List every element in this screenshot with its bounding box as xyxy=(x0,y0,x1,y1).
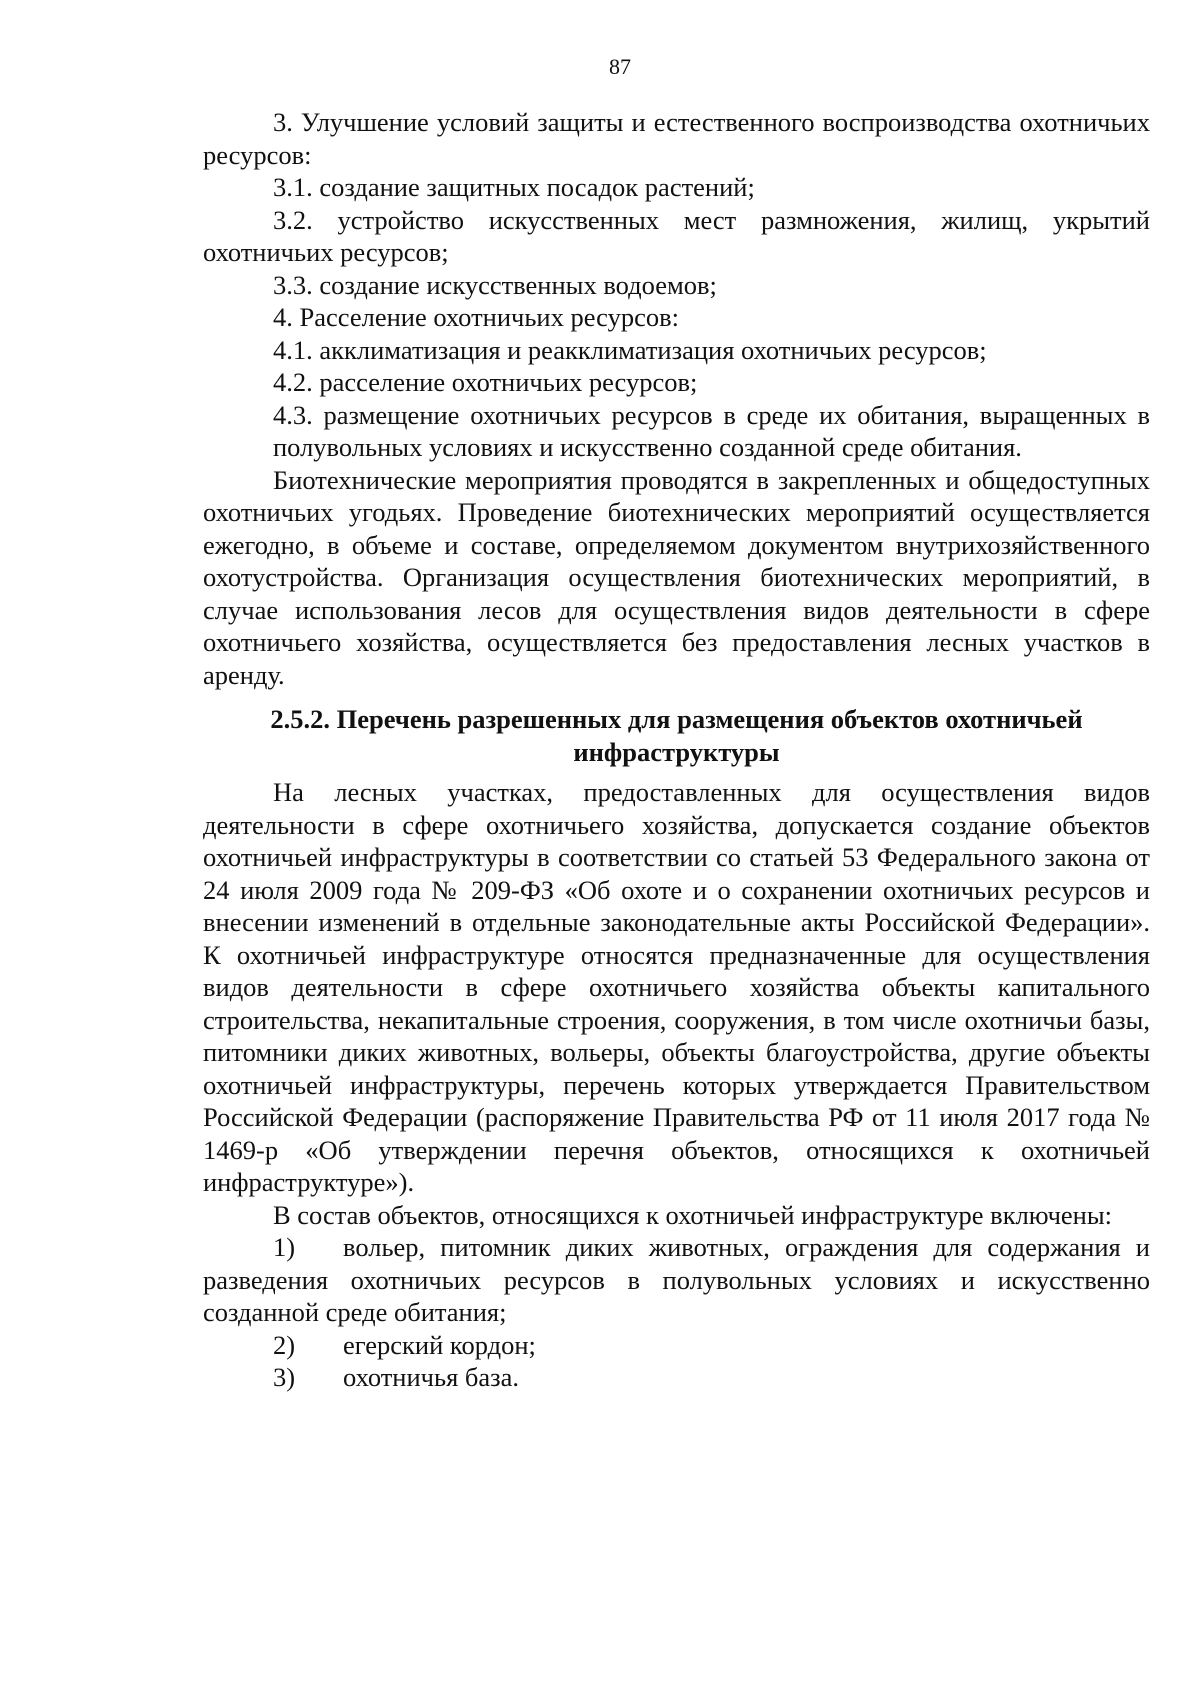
paragraph-item-4: 4. Расселение охотничьих ресурсов: xyxy=(273,302,679,332)
paragraph-item-3-3: 3.3. создание искусственных водоемов; xyxy=(273,269,717,300)
document-body xyxy=(203,106,1150,1394)
paragraph-item-3: 3. Улучшение условий защиты и естественного воспроизводства охотничьих ресурсов: xyxy=(203,107,1150,170)
paragraph-item-4-2: 4.2. расселение охотничьих ресурсов; xyxy=(273,367,698,397)
list-item xyxy=(203,1329,1150,1362)
list-item-text: охотничья база. xyxy=(343,1362,520,1392)
paragraph-item-4-3: 4.3. размещение охотничьих ресурсов в среде их обитания, выращенных в полувольных условиях и искусственно созданной среде обитания. xyxy=(273,399,1150,462)
paragraph-item-3-2: 3.2. устройство искусственных мест размножения, жилищ, укрытий охотничьих ресурсов; xyxy=(203,204,1150,267)
section-heading: 2.5.2. Перечень разрешенных для размещения объектов охотничьей инфраструктуры xyxy=(270,704,1083,767)
list-item-number: 1) xyxy=(273,1232,296,1262)
list-item xyxy=(203,1231,1150,1329)
paragraph-item-4-1: 4.1. акклиматизация и реакклиматизация охотничьих ресурсов; xyxy=(273,334,987,365)
paragraph-item-3-1: 3.1. создание защитных посадок растений; xyxy=(273,172,755,202)
list-item xyxy=(203,1361,1150,1394)
page-number: 87 xyxy=(609,54,631,79)
paragraph-list-intro: В состав объектов, относящихся к охотничьей инфраструктуре включены: xyxy=(273,1199,1113,1230)
paragraph-biotech: Биотехнические мероприятия проводятся в закрепленных и общедоступных охотничьих угодьях. Проведение биотехнических мероприятий осуществляется ежегодно, в объеме и составе, определяемом документом внутрихозяйственного охотустройства. Организация осуществления биотехнических мероприятий, в случае использования лесов для осуществления видов деятельности в сфере охотничьего хозяйства, осуществляется без предоставления лесных участков в аренду. xyxy=(203,464,1150,690)
list-item-number: 3) xyxy=(273,1362,296,1392)
list-item-text: егерский кордон; xyxy=(343,1329,536,1360)
list-item-number: 2) xyxy=(273,1329,296,1360)
list-item-text: вольер, питомник диких животных, ограждения для содержания и разведения охотничьих ресурсов в полувольных условиях и искусственно созданной среде обитания; xyxy=(203,1232,1150,1327)
paragraph-infrastructure: На лесных участках, предоставленных для осуществления видов деятельности в сфере охотничьего хозяйства, допускается создание объектов охотничьей инфраструктуры в соответствии со статьей 53 Федерального закона от 24 июля 2009 года № 209-ФЗ «Об охоте и о сохранении охотничьих ресурсов и внесении изменений в отдельные законодательные акты Российской Федерации». К охотничьей инфраструктуре относятся предназначенные для осуществления видов деятельности в сфере охотничьего хозяйства объекты капитального строительства, некапитальные строения, сооружения, в том числе охотничьи базы, питомники диких животных, вольеры, объекты благоустройства, другие объекты охотничьей инфраструктуры, перечень которых утверждается Правительством Российской Федерации (распоряжение Правительства РФ от 11 июля 2017 года № 1469-р «Об утверждении перечня объектов, относящихся к охотничьей инфраструктуре»). xyxy=(203,777,1150,1197)
